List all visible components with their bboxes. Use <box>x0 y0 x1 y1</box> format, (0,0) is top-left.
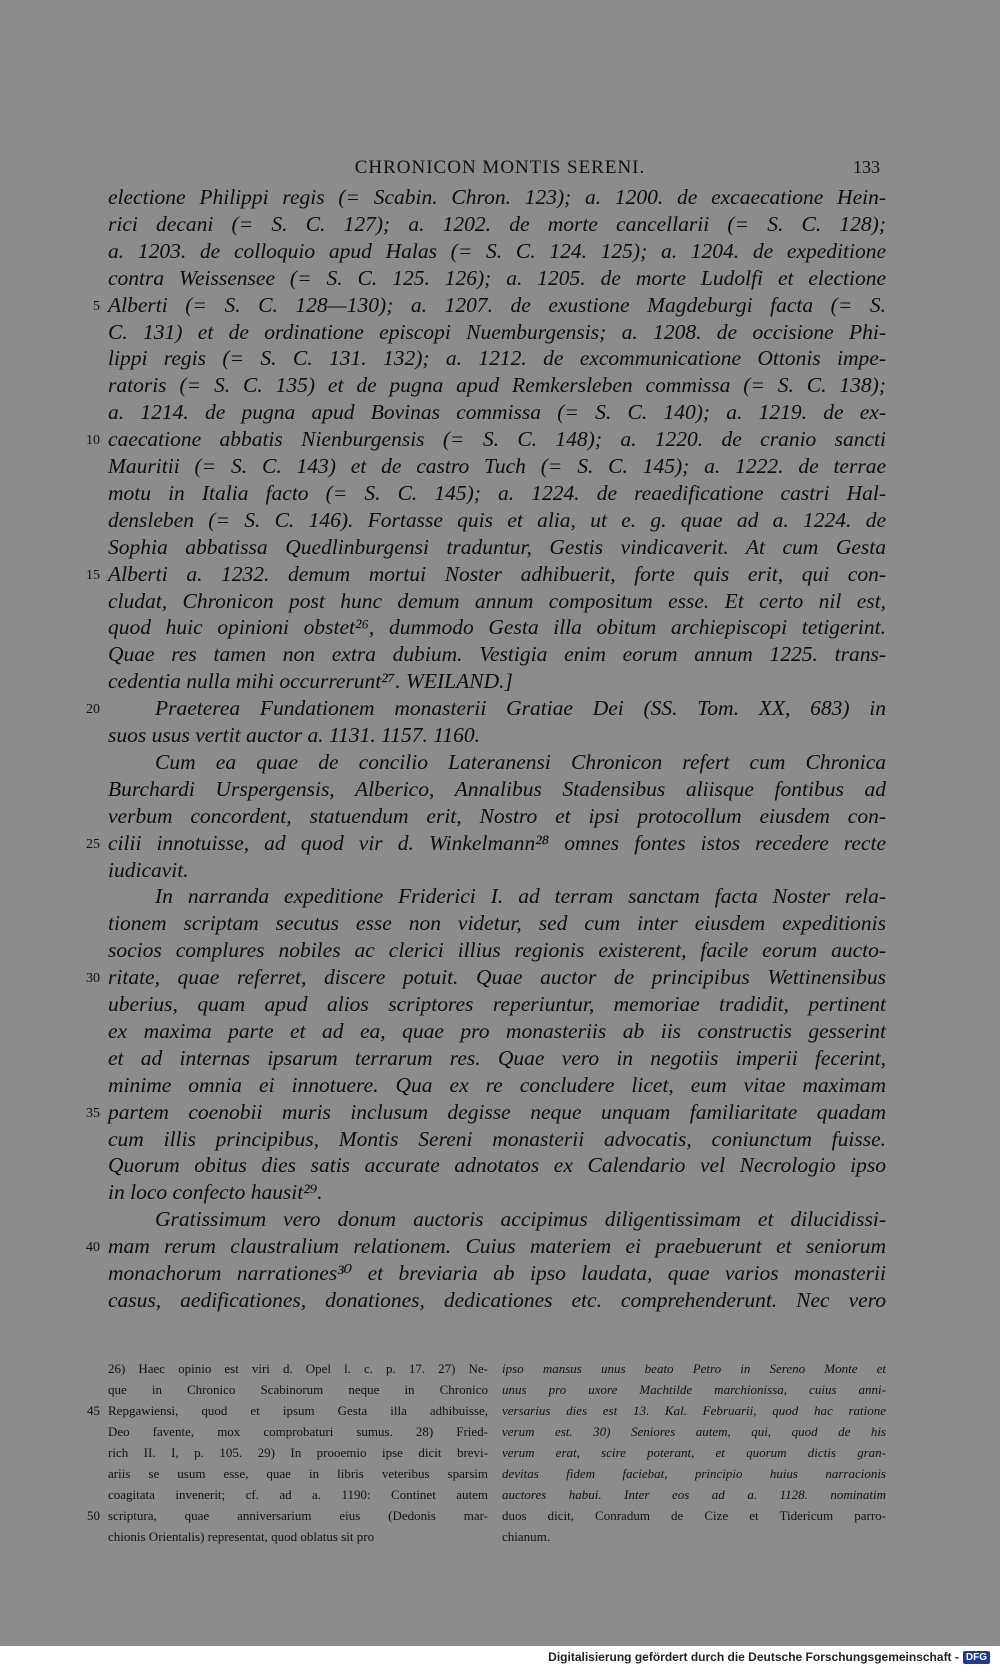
text-line: motu in Italia facto (= S. C. 145); a. 1224. de reaedificatione castri Hal- <box>108 480 886 505</box>
text-line: Gratissimum vero donum auctoris accipimus diligentissimam et dilucidissi- <box>155 1207 886 1232</box>
text-line: Quorum obitus dies satis accurate adnotatos ex Calendario vel Necrologio ipso <box>108 1153 886 1178</box>
footnote-line: duos dicit, Conradum de Cize et Tidericum parro- <box>502 1508 886 1523</box>
footnote-line: verum erat, scire poterant, et quorum dictis gran- <box>502 1445 886 1460</box>
line-number: 30 <box>86 971 100 987</box>
footnote-line: ipso mansus unus beato Petro in Sereno Monte et <box>502 1361 886 1376</box>
line-number: 25 <box>86 836 100 852</box>
text-line: cilii innotuisse, ad quod vir d. Winkelmann²⁸ omnes fontes istos recedere recte <box>108 830 886 855</box>
footnote-line: Deo favente, mox comprobaturi sumus. 28) Fried- <box>108 1424 488 1439</box>
dfg-logo: DFG <box>963 1651 990 1664</box>
footnote-line: versarius dies est 13. Kal. Februarii, quod hac ratione <box>502 1403 886 1418</box>
text-line: a. 1214. de pugna apud Bovinas commissa (= S. C. 140); a. 1219. de ex- <box>108 400 886 425</box>
line-number: 45 <box>87 1403 100 1418</box>
text-line: rici decani (= S. C. 127); a. 1202. de morte cancellarii (= S. C. 128); <box>108 211 886 236</box>
footnote-line: ariis se usum esse, quae in libris veteribus sparsim <box>108 1466 488 1481</box>
text-line: casus, aedificationes, donationes, dedicationes etc. comprehenderunt. Nec vero <box>108 1287 886 1312</box>
page-number: 133 <box>853 157 880 177</box>
footnote-line: devitas fidem faciebat, principio huius narracionis <box>502 1466 886 1481</box>
line-number: 15 <box>86 567 100 583</box>
text-line: partem coenobii muris inclusum degisse neque unquam familiaritate quadam <box>108 1099 886 1124</box>
digitization-credit <box>548 1650 990 1664</box>
text-line: cludat, Chronicon post hunc demum annum compositum esse. Et certo nil est, <box>108 588 886 613</box>
footnote-line: chianum. <box>502 1529 551 1544</box>
footnote-line: 26) Haec opinio est viri d. Opel l. c. p. 17. 27) Ne- <box>108 1361 488 1376</box>
line-number: 40 <box>86 1240 100 1256</box>
line-number: 35 <box>86 1105 100 1121</box>
text-line: Burchardi Urspergensis, Alberico, Annalibus Stadensibus aliisque fontibus ad <box>108 776 886 801</box>
text-line: lippi regis (= S. C. 131. 132); a. 1212. de excommunicatione Ottonis impe- <box>108 346 886 371</box>
text-line: Praeterea Fundationem monasterii Gratiae Dei (SS. Tom. XX, 683) in <box>155 696 886 721</box>
text-line: Alberti (= S. C. 128—130); a. 1207. de exustione Magdeburgi facta (= S. <box>108 292 886 317</box>
text-line: ex maxima parte et ad ea, quae pro monasteriis ab iis constructis gesserint <box>108 1018 886 1043</box>
footnote-line: unus pro uxore Machtilde marchionissa, cuius anni- <box>502 1382 886 1397</box>
text-line: socios complures nobiles ac clerici illius regionis existerent, facile eorum aucto- <box>108 938 886 963</box>
footnote-line: verum est. 30) Seniores autem, qui, quod de his <box>502 1424 886 1439</box>
text-line: In narranda expeditione Friderici I. ad terram sanctam facta Noster rela- <box>155 884 886 909</box>
text-line: et ad internas ipsarum terrarum res. Quae vero in negotiis imperii fecerint, <box>108 1045 886 1070</box>
text-line: Sophia abbatissa Quedlinburgensi traduntur, Gestis vindicaverit. At cum Gesta <box>108 534 886 559</box>
footnote-line: chionis Orientalis) representat, quod oblatus sit pro <box>108 1529 375 1544</box>
text-line: verbum concordent, statuendum erit, Nostro et ipsi protocollum eiusdem con- <box>108 803 886 828</box>
line-number: 50 <box>87 1508 100 1523</box>
footnote-line: que in Chronico Scabinorum neque in Chronico <box>108 1382 488 1397</box>
text-line: in loco confecto hausit²⁹. <box>108 1180 323 1205</box>
text-line: cedentia nulla mihi occurrerunt²⁷. WEILAND.] <box>108 669 513 694</box>
line-number: 10 <box>86 433 100 449</box>
text-line: mam rerum claustralium relationem. Cuius materiem ei praebuerunt et seniorum <box>108 1234 886 1259</box>
text-line: monachorum narrationes³⁰ et breviaria ab ipso laudata, quae varios monasterii <box>108 1261 886 1285</box>
line-number: 5 <box>93 298 100 314</box>
text-line: Quae res tamen non extra dubium. Vestigia enim eorum annum 1225. trans- <box>108 642 886 667</box>
text-line: C. 131) et de ordinatione episcopi Nuemburgensis; a. 1208. de occisione Phi- <box>108 319 886 344</box>
footnote-line: auctores habui. Inter eos ad a. 1128. nominatim <box>502 1487 886 1502</box>
credit-text: Digitalisierung gefördert durch die Deutsche Forschungsgemeinschaft - <box>548 1650 959 1664</box>
text-line: Mauritii (= S. C. 143) et de castro Tuch (= S. C. 145); a. 1222. de terrae <box>108 454 886 478</box>
running-head-title: CHRONICON MONTIS SERENI. <box>354 157 646 178</box>
text-line: Cum ea quae de concilio Lateranensi Chronicon refert cum Chronica <box>155 749 886 774</box>
text-line: caecatione abbatis Nienburgensis (= S. C. 148); a. 1220. de cranio sancti <box>108 427 886 452</box>
text-line: contra Weissensee (= S. C. 125. 126); a. 1205. de morte Ludolfi et electione <box>108 265 886 290</box>
footnote-line: scriptura, quae anniversarium eius (Dedonis mar- <box>108 1508 488 1523</box>
text-line: tionem scriptam secutus esse non videtur, sed cum inter eiusdem expeditionis <box>108 911 886 936</box>
text-line: suos usus vertit auctor a. 1131. 1157. 1160. <box>108 723 481 747</box>
text-line: cum illis principibus, Montis Sereni monasterii advocatis, coniunctum fuisse. <box>108 1126 886 1151</box>
footnote-line: rich II. I, p. 105. 29) In prooemio ipse dicit brevi- <box>108 1445 488 1460</box>
text-line: ratoris (= S. C. 135) et de pugna apud Remkersleben commissa (= S. C. 138); <box>108 373 886 398</box>
text-line: minime omnia ei innotuere. Qua ex re concludere licet, eum vitae maximam <box>108 1072 886 1097</box>
line-number: 20 <box>86 702 100 718</box>
footnote-line: coagitata invenerit; cf. ad a. 1190: Continet autem <box>108 1487 488 1502</box>
text-line: quod huic opinioni obstet²⁶, dummodo Gesta illa obitum archiepiscopi tetigerint. <box>108 615 886 640</box>
footnote-line: Repgawiensi, quod et ipsum Gesta illa adhibuisse, <box>108 1403 488 1418</box>
text-line: Alberti a. 1232. demum mortui Noster adhibuerit, forte quis erit, qui con- <box>108 561 886 586</box>
text-line: iudicavit. <box>108 857 189 882</box>
text-line: a. 1203. de colloquio apud Halas (= S. C. 124. 125); a. 1204. de expeditione <box>108 238 886 263</box>
text-line: electione Philippi regis (= Scabin. Chron. 123); a. 1200. de excaecatione Hein- <box>108 185 886 209</box>
text-line: uberius, quam apud alios scriptores reperiuntur, memoriae tradidit, pertinent <box>108 992 886 1016</box>
text-line: ritate, quae referret, discere potuit. Quae auctor de principibus Wettinensibus <box>108 965 886 990</box>
text-line: densleben (= S. C. 146). Fortasse quis et alia, ut e. g. quae ad a. 1224. de <box>108 507 886 532</box>
